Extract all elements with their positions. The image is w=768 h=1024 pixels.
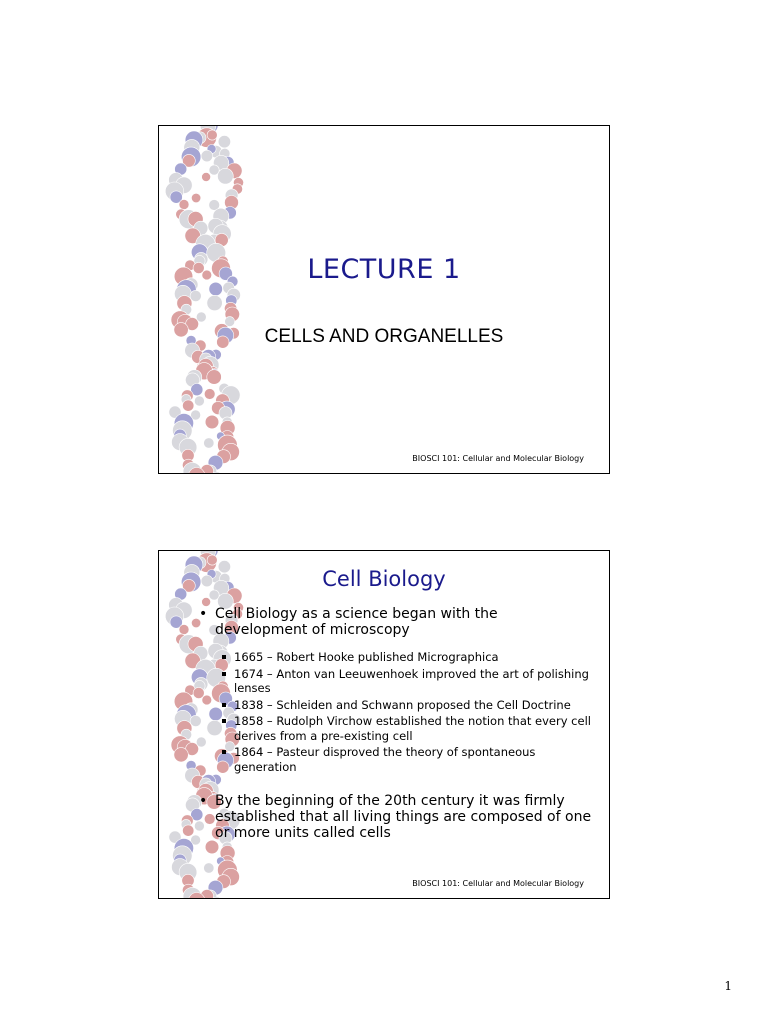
slide-1-title: LECTURE 1 [307, 254, 461, 285]
bullet-text: By the beginning of the 20th century it was firmly established that all living things are composed of one or more units called cells [215, 793, 592, 841]
dna-helix-image [159, 126, 259, 473]
sub-bullet-text: 1665 – Robert Hooke published Micrographica [234, 650, 499, 664]
slide-1 [158, 125, 610, 474]
sub-bullet-item [221, 698, 594, 713]
bullet-text: Cell Biology as a science began with the development of microscopy [215, 606, 498, 638]
sub-bullet-item [221, 714, 594, 743]
square-bullet-icon [222, 719, 226, 723]
sub-bullet-item [221, 650, 594, 665]
bullet-item [199, 606, 594, 638]
slide-2-title: Cell Biology [322, 567, 446, 591]
slide-2-footer: BIOSCI 101: Cellular and Molecular Biology [412, 879, 584, 888]
slide-1-footer: BIOSCI 101: Cellular and Molecular Biology [412, 454, 584, 463]
bullet-item [199, 793, 594, 841]
bullet-dot-icon: • [199, 793, 208, 809]
sub-bullet-item [221, 667, 594, 696]
slide-2-content [199, 606, 594, 841]
slide-1-subtitle: CELLS AND ORGANELLES [264, 326, 504, 347]
square-bullet-icon [222, 703, 226, 707]
sub-bullet-text: 1674 – Anton van Leeuwenhoek improved the art of polishing lenses [234, 666, 589, 695]
sub-bullet-item [221, 745, 594, 774]
square-bullet-icon [222, 672, 226, 676]
sub-bullet-text: 1858 – Rudolph Virchow established the notion that every cell derives from a pre-existing cell [234, 714, 591, 743]
square-bullet-icon [222, 750, 226, 754]
square-bullet-icon [222, 655, 226, 659]
sub-bullet-list [221, 650, 594, 774]
sub-bullet-text: 1838 – Schleiden and Schwann proposed the Cell Doctrine [234, 697, 571, 712]
page-number: 1 [724, 979, 732, 993]
slide-2 [158, 550, 610, 899]
sub-bullet-text: 1864 – Pasteur disproved the theory of spontaneous generation [234, 745, 536, 774]
bullet-dot-icon: • [199, 606, 208, 622]
